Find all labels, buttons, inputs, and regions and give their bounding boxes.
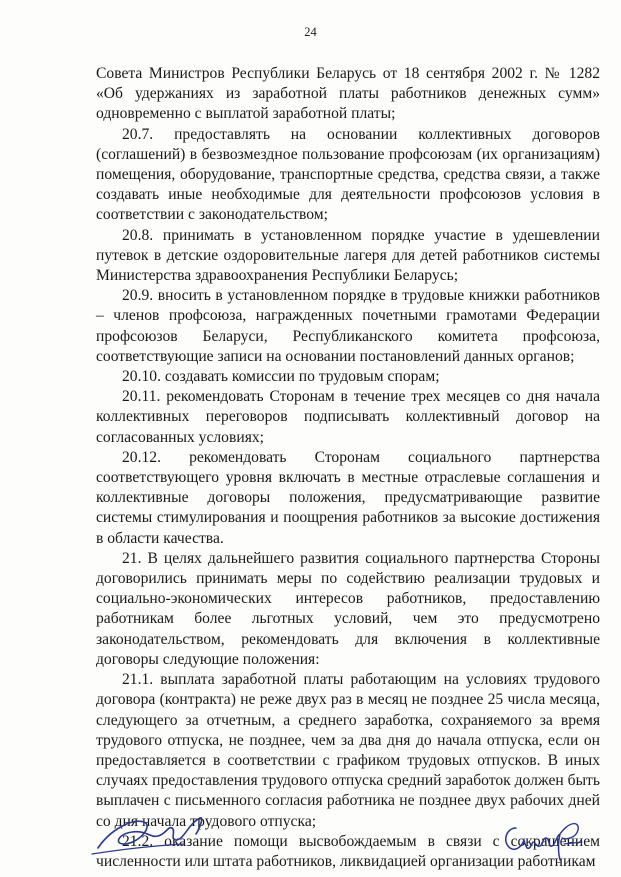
signature-stroke	[564, 842, 582, 844]
page-number: 24	[304, 25, 317, 39]
signature-stroke	[98, 818, 202, 848]
paragraph: 20.9. вносить в установленном порядке в трудовые книжки работников – членов профсоюза, награжденных почетными грамотами Федерации профсоюзов Беларуси, Республиканского комитета профсоюза, соответствующие записи на основании постановлений данных органов;	[96, 287, 600, 365]
paragraph: 20.8. принимать в установленном порядке участие в удешевлении путевок в детские оздоровительные лагеря для детей работников системы Министерства здравоохранения Республики Беларусь;	[96, 226, 600, 285]
paragraph: 21.2. оказание помощи высвобождаемым в связи с сокращением численности или штата работников, ликвидацией организации работникам	[96, 832, 600, 870]
handwritten-signature-icon	[498, 808, 588, 864]
paragraph: 20.11. рекомендовать Сторонам в течение трех месяцев со дня начала коллективных переговоров подписывать коллективный договор на согласованных условиях;	[96, 388, 600, 446]
paragraph: Совета Министров Республики Беларусь от 18 сентября 2002 г. № 1282 «Об удержаниях из заработной платы работников денежных сумм» одновременно с выплатой заработной платы;	[96, 65, 600, 123]
paragraph: 20.12. рекомендовать Сторонам социального партнерства соответствующего уровня включать в местные отраслевые соглашения и коллективные договоры положения, предусматривающие развитие системы стимулирования и поощрения работников за высокие достижения в области качества.	[96, 448, 600, 547]
paragraph: 20.7. предоставлять на основании коллективных договоров (соглашений) в безвозмездное пользование профсоюзам (их организациям) помещения, оборудование, транспортные средства, средства связи, а также создавать иные необходимые для деятельности профсоюзов условия в соответствии с законодательством;	[96, 125, 600, 224]
paragraph: 20.10. создавать комиссии по трудовым спорам;	[122, 368, 440, 386]
signature-stroke	[506, 828, 560, 860]
signature-stroke	[560, 824, 578, 839]
paragraph: 21.1. выплата заработной платы работающим на условиях трудового договора (контракта) не реже двух раз в месяц не позднее 25 числа месяца, следующего за отчетным, а среднего заработка, сохраняемого за время трудового отпуска, не позднее, чем за два дня до начала отпуска, если он предоставляется в соответствии с графиком трудовых отпусков. В иных случаях предоставления трудового отпуска средний заработок должен быть выплачен с письменного согласия работника не позднее двух рабочих дней со дня начала трудового отпуска;	[96, 671, 600, 830]
paragraph: 21. В целях дальнейшего развития социального партнерства Стороны договорились принимать меры по содействию реализации трудовых и социально-экономических интересов работников, предоставлению работникам более льготных условий, чем это предусмотрено законодательством, рекомендовать для включения в коллективные договоры следующие положения:	[96, 549, 600, 668]
handwritten-signature-icon	[88, 800, 218, 860]
signature-stroke	[92, 844, 184, 854]
document-body	[96, 64, 600, 872]
